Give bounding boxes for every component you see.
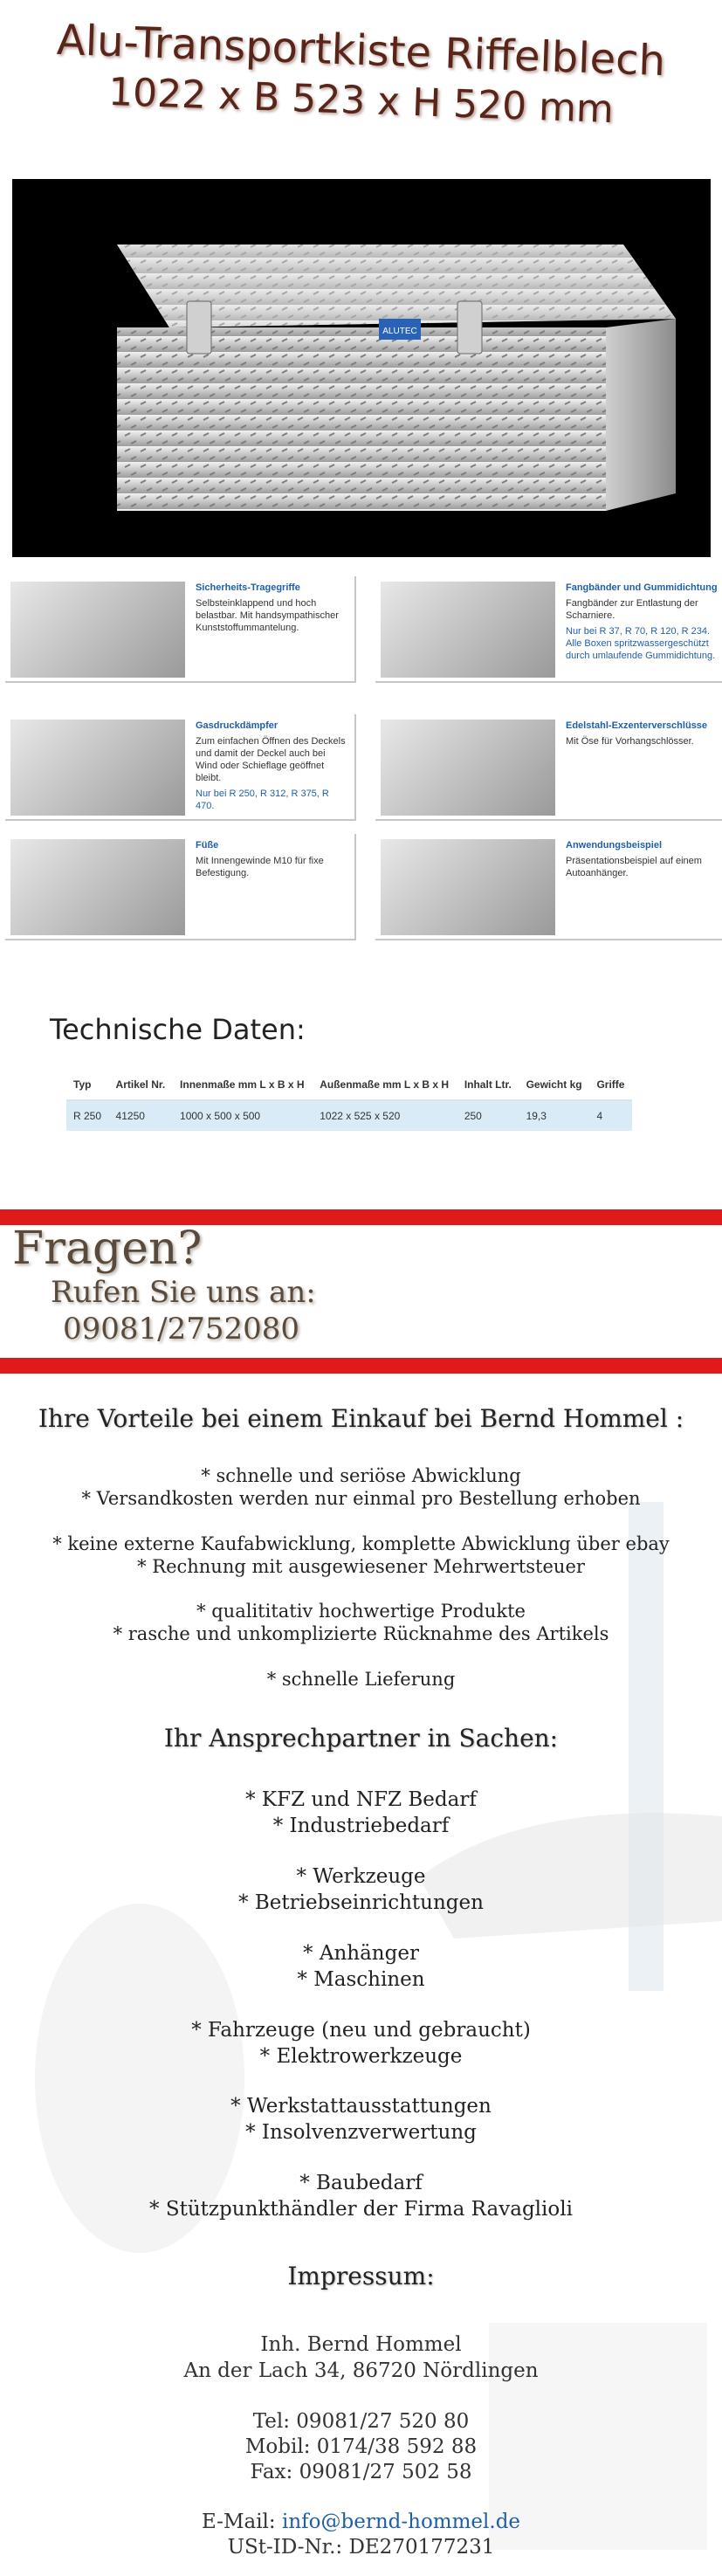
impressum-heading: Impressum:: [287, 2262, 435, 2290]
table-header: Außenmaße mm L x B x H: [313, 1070, 457, 1100]
feature-card-feet: [5, 834, 356, 940]
feature-text: Fangbänder zur Entlastung der Scharniere.: [566, 598, 698, 621]
topic-item: * Fahrzeuge (neu und gebraucht): [191, 2019, 531, 2042]
red-divider-bottom: [0, 1358, 722, 1374]
table-cell: 4: [589, 1100, 632, 1131]
topic-item: * Werkstattausstattungen: [230, 2095, 492, 2118]
table-header: Gewicht kg: [519, 1070, 590, 1100]
feature-text: Zum einfachen Öffnen des Deckels und damit der Deckel auch bei Wind oder Schieflage geöffnet bleibt.: [196, 736, 346, 783]
call-us-label: Rufen Sie uns an:: [51, 1275, 316, 1310]
table-header: Inhalt Ltr.: [457, 1070, 519, 1100]
page-title-line1: Alu-Transportkiste Riffelblech: [56, 15, 666, 86]
topic-item: * Maschinen: [297, 1968, 425, 1991]
advantage-item: * schnelle Lieferung: [266, 1669, 456, 1690]
vat-id: USt-ID-Nr.: DE270177231: [227, 2536, 495, 2559]
table-cell: 19,3: [519, 1100, 590, 1131]
feature-text: Mit Innengewinde M10 für fixe Befestigung.: [196, 856, 324, 878]
table-header: Artikel Nr.: [109, 1070, 173, 1100]
advantage-item: * qualititativ hochwertige Produkte: [196, 1601, 526, 1622]
owner-name: Inh. Bernd Hommel: [260, 2333, 462, 2356]
page-title-line2: 1022 x B 523 x H 520 mm: [107, 69, 615, 133]
contact-topics-heading: Ihr Ansprechpartner in Sachen:: [163, 1724, 559, 1753]
table-header: Typ: [66, 1070, 109, 1100]
table-cell: 1022 x 525 x 520: [313, 1100, 457, 1131]
telephone: Tel: 09081/27 520 80: [252, 2410, 470, 2433]
feature-text: Mit Öse für Vorhangschlösser.: [566, 736, 694, 747]
feature-note: Nur bei R 37, R 70, R 120, R 234. Alle Boxen spritzwassergeschützt durch umlaufende Gummidichtung.: [566, 626, 716, 661]
email-label: E-Mail:: [201, 2511, 276, 2533]
topic-item: * Anhänger: [303, 1942, 419, 1965]
feature-photo: [10, 582, 185, 678]
table-cell: 250: [457, 1100, 519, 1131]
hero-brand-label: ALUTEC: [382, 327, 417, 336]
table-cell: R 250: [66, 1100, 109, 1131]
email-line: [0, 2509, 722, 2535]
feature-heading: Fangbänder und Gummidichtung: [566, 582, 718, 593]
feature-card-locks: [375, 714, 722, 821]
topic-item: * Insolvenzverwertung: [245, 2121, 477, 2144]
feature-photo: [381, 720, 555, 816]
advantage-item: * rasche und unkomplizierte Rücknahme des Artikels: [113, 1623, 609, 1644]
advantage-item: * schnelle und seriöse Abwicklung: [201, 1465, 521, 1486]
questions-heading: Fragen?: [12, 1223, 203, 1275]
feature-card-gas-damper: [5, 714, 356, 821]
feature-photo: [10, 720, 185, 816]
advantages-heading: Ihre Vorteile bei einem Einkauf bei Bernd Hommel :: [38, 1404, 684, 1433]
table-header: Innenmaße mm L x B x H: [173, 1070, 313, 1100]
feature-heading: Sicherheits-Tragegriffe: [196, 582, 300, 593]
topic-item: * Betriebseinrichtungen: [238, 1891, 484, 1914]
feature-heading: Edelstahl-Exzenterverschlüsse: [566, 720, 708, 731]
aluminium-box-illustration: [12, 179, 711, 557]
advantage-item: * Versandkosten werden nur einmal pro Bestellung erhoben: [81, 1488, 641, 1509]
feature-note: Nur bei R 250, R 312, R 375, R 470.: [196, 789, 329, 811]
feature-card-handles: [5, 576, 356, 683]
table-cell: 1000 x 500 x 500: [173, 1100, 313, 1131]
topic-item: * KFZ und NFZ Bedarf: [245, 1788, 477, 1811]
table-header-row: [66, 1070, 632, 1100]
advantage-item: * keine externe Kaufabwicklung, komplette Abwicklung über ebay: [52, 1533, 670, 1554]
feature-card-example: [375, 834, 722, 940]
feature-photo: [381, 839, 555, 935]
feature-text: Präsentationsbeispiel auf einem Autoanhänger.: [566, 856, 702, 878]
table-header: Griffe: [589, 1070, 632, 1100]
tech-data-table: [66, 1070, 632, 1131]
feature-heading: Gasdruckdämpfer: [196, 720, 278, 731]
topic-item: * Elektrowerkzeuge: [259, 2045, 463, 2068]
topic-item: * Baubedarf: [299, 2172, 423, 2194]
topic-item: * Stützpunkthändler der Firma Ravaglioli: [149, 2198, 573, 2221]
table-row: [66, 1100, 632, 1131]
topic-item: * Werkzeuge: [296, 1865, 426, 1888]
tech-data-title: Technische Daten:: [50, 1013, 306, 1046]
topic-item: * Industriebedarf: [272, 1815, 450, 1837]
advantage-item: * Rechnung mit ausgewiesener Mehrwertsteuer: [137, 1556, 585, 1577]
email-link[interactable]: info@bernd-hommel.de: [281, 2511, 521, 2533]
table-cell: 41250: [109, 1100, 173, 1131]
fax: Fax: 09081/27 502 58: [250, 2461, 472, 2483]
feature-text: Selbsteinklappend und hoch belastbar. Mit handsympathischer Kunststoffummantelung.: [196, 598, 339, 633]
product-hero-image: [12, 179, 711, 557]
address: An der Lach 34, 86720 Nördlingen: [183, 2359, 539, 2382]
feature-card-straps: [375, 576, 722, 683]
feature-heading: Anwendungsbeispiel: [566, 840, 663, 851]
feature-photo: [381, 582, 555, 678]
mobile: Mobil: 0174/38 592 88: [244, 2435, 478, 2458]
phone-number[interactable]: 09081/2752080: [63, 1312, 300, 1347]
feature-heading: Füße: [196, 840, 219, 851]
feature-photo: [10, 839, 185, 935]
